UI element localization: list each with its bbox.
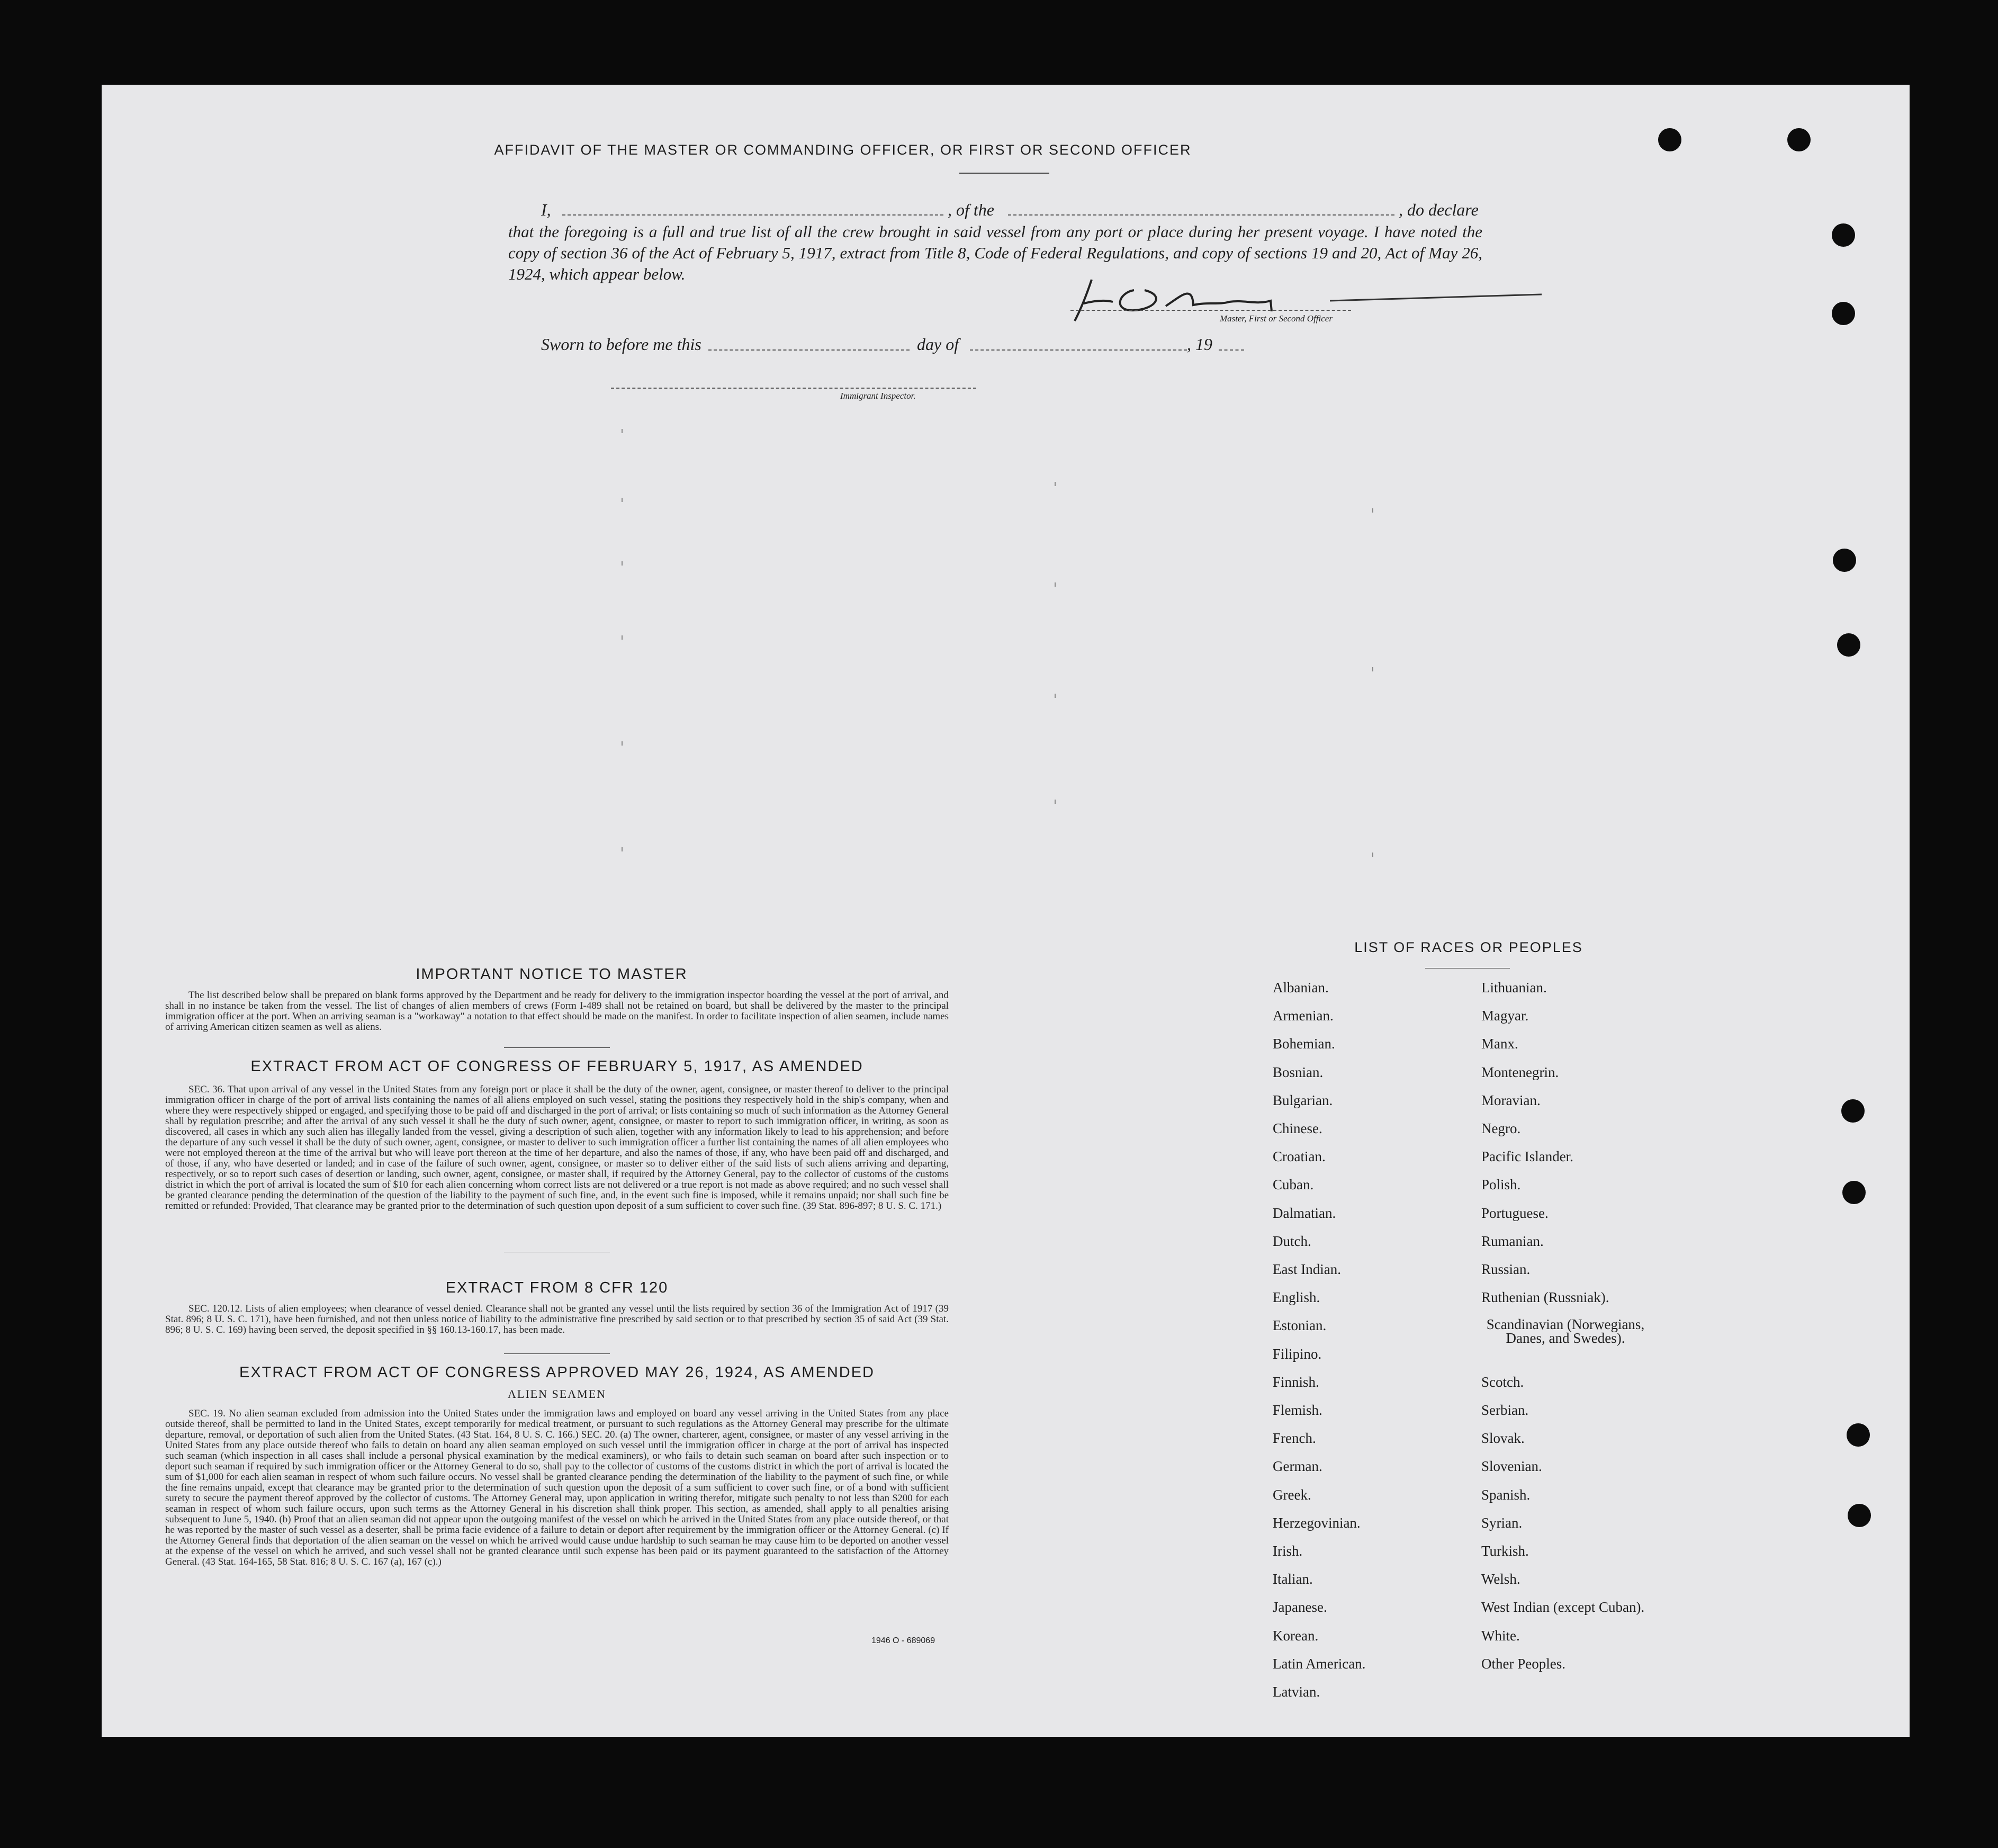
guide-tick <box>622 498 623 502</box>
print-code: 1946 O - 689069 <box>871 1636 935 1645</box>
race-item: Slovenian. <box>1481 1458 1542 1475</box>
race-item: Italian. <box>1273 1571 1313 1587</box>
declarant-label: I, <box>541 200 551 219</box>
guide-tick <box>1372 853 1373 857</box>
race-item: Spanish. <box>1481 1486 1531 1503</box>
punch-hole-icon <box>1842 1181 1866 1204</box>
extract-cfr-text: SEC. 120.12. Lists of alien employees; when clearance of vessel denied. Clearance shall not be granted any vessel until the lists required by section 36 of the Immigration Act of 1917 (39 Stat. 896; 8 U. S. C. 171), have been furnished, and not then unless notice of liability to the administrative fine prescribed by said section or to that prescribed by section 35 of said Act (39 Stat. 896; 8 U. S. C. 169) having been served, the deposit specified in §§ 160.13-160.17, has been made. <box>165 1303 949 1335</box>
race-item: Pacific Islander. <box>1481 1149 1573 1165</box>
guide-tick <box>1055 582 1056 587</box>
vessel-name-field[interactable] <box>1008 214 1394 216</box>
punch-hole-icon <box>1848 1504 1871 1527</box>
race-item: Serbian. <box>1481 1402 1529 1418</box>
extract-1924-title: EXTRACT FROM ACT OF CONGRESS APPROVED MAY 26, 1924, AS AMENDED <box>239 1364 875 1381</box>
race-item: Lithuanian. <box>1481 980 1547 995</box>
guide-tick <box>622 561 623 566</box>
race-item: Cuban. <box>1273 1177 1314 1193</box>
race-item: Irish. <box>1273 1543 1303 1559</box>
race-item: Scandinavian (Norwegians, Danes, and Swedes). <box>1486 1316 1645 1347</box>
guide-tick <box>622 429 623 433</box>
inspector-caption: Immigrant Inspector. <box>840 391 916 401</box>
declarant-name-field[interactable] <box>562 214 943 216</box>
sworn-month-field[interactable] <box>970 349 1187 351</box>
of-the-label: , of the <box>948 200 994 219</box>
master-signature-field[interactable] <box>1070 310 1351 311</box>
race-item: White. <box>1481 1627 1520 1644</box>
race-item: Korean. <box>1273 1627 1319 1644</box>
race-item: Greek. <box>1273 1486 1311 1503</box>
race-item: Latvian. <box>1273 1684 1320 1700</box>
race-item: Japanese. <box>1273 1599 1327 1616</box>
sworn-label: Sworn to before me this <box>541 335 701 354</box>
race-item: Armenian. <box>1273 1008 1334 1024</box>
race-item: East Indian. <box>1273 1261 1341 1277</box>
race-item: Dutch. <box>1273 1233 1311 1249</box>
notice-divider <box>504 1047 610 1048</box>
race-item: Bulgarian. <box>1273 1092 1333 1108</box>
extract-1917-text: SEC. 36. That upon arrival of any vessel in the United States from any foreign port or place it shall be the duty of the owner, agent, consignee, or master thereof to deliver to the principal immigration officer in charge of the port of arrival lists containing the names of all aliens employed on such vessel, stating the positions they respectively hold in the ship's company, when and where they were respectively shipped or engaged, and specifying those to be paid off and discharged in the port of arrival; or lists containing so much of such information as the Attorney General shall by regulation prescribe; and after the arrival of any such vessel it shall be the duty of such owner, agent, consignee, or master to report to such immigration officer, in writing, as soon as discovered, all cases in which any such alien has illegally landed from the vessel, giving a description of such alien, together with any information likely to lead to his apprehension; and before the departure of any such vessel it shall be the duty of such owner, agent, consignee, or master to deliver to such immigration officer a further list containing the names of all alien employees who were not employed thereon at the time of the arrival but who will leave port thereon at the time of her departure, and also the names of those, if any, who have been paid off and discharged, and of those, if any, who have deserted or landed; and in case of the failure of such owner, agent, consignee, or master so to deliver either of the said lists of such aliens arriving and departing, respectively, or so to report such cases of desertion or landing, such owner, agent, consignee, or master shall, if required by the Attorney General, pay to the collector of customs of the customs district in which the port of arrival is located the sum of $10 for each alien concerning whom correct lists are not delivered or a true report is not made as above required; and no such vessel shall be granted clearance pending the determination of the question of the liability to the payment of such fine, and, in the event such fine is imposed, while it remains unpaid; nor shall such fine be remitted or refunded: Provided, That clearance may be granted prior to the determination of such question upon deposit of a sum sufficient to cover such fine. (39 Stat. 896-897; 8 U. S. C. 171.) <box>165 1084 949 1212</box>
race-item: Herzegovinian. <box>1273 1514 1361 1531</box>
declaration-text: that the foregoing is a full and true list of all the crew brought in said vessel from any port or place during her present voyage. I have noted the copy of section 36 of the Act of February 5, 1917, extract from Title 8, Code of Federal Regulations, and copy of sections 19 and 20, Act of May 26, 1924, which appear below. <box>508 222 1482 283</box>
race-item: French. <box>1273 1430 1316 1447</box>
race-item: Syrian. <box>1481 1514 1523 1531</box>
race-item: Bosnian. <box>1273 1064 1324 1080</box>
race-item: Chinese. <box>1273 1120 1322 1136</box>
punch-hole-icon <box>1658 128 1681 151</box>
alien-seamen-subtitle: ALIEN SEAMEN <box>508 1387 606 1401</box>
punch-hole-icon <box>1847 1423 1870 1447</box>
race-item: Dalmatian. <box>1273 1205 1336 1221</box>
race-item: Turkish. <box>1481 1543 1529 1559</box>
race-item: Polish. <box>1481 1177 1521 1193</box>
race-item: Flemish. <box>1273 1402 1322 1418</box>
race-item: Ruthenian (Russniak). <box>1481 1289 1609 1306</box>
year-label: , 19 <box>1187 335 1212 354</box>
sworn-day-field[interactable] <box>708 349 910 351</box>
race-item: Rumanian. <box>1481 1233 1544 1249</box>
guide-tick <box>622 741 623 746</box>
guide-tick <box>1055 482 1056 486</box>
guide-tick <box>1055 800 1056 804</box>
notice-title: IMPORTANT NOTICE TO MASTER <box>416 966 688 983</box>
extract-1917-title: EXTRACT FROM ACT OF CONGRESS OF FEBRUARY 5, 1917, AS AMENDED <box>250 1058 863 1075</box>
punch-hole-icon <box>1787 128 1811 151</box>
race-item: Russian. <box>1481 1261 1531 1277</box>
day-of-label: day of <box>917 335 959 354</box>
title-underline <box>959 173 1049 174</box>
race-item: Montenegrin. <box>1481 1064 1559 1080</box>
race-item: English. <box>1273 1289 1320 1306</box>
form-page <box>102 85 1910 1737</box>
races-title: LIST OF RACES OR PEOPLES <box>1354 939 1583 955</box>
race-item: Scotch. <box>1481 1374 1524 1390</box>
race-item: Albanian. <box>1273 980 1329 995</box>
race-item: Filipino. <box>1273 1345 1322 1362</box>
extract-cfr-divider <box>504 1353 610 1354</box>
race-item: Moravian. <box>1481 1092 1541 1108</box>
sworn-year-field[interactable] <box>1219 349 1244 351</box>
race-item: Finnish. <box>1273 1374 1319 1390</box>
extract-1924-text: SEC. 19. No alien seaman excluded from admission into the United States under the immigration laws and employed on board any vessel arriving in the United States from any place outside thereof, shall be permitted to land in the United States, except temporarily for medical treatment, or pursuant to such regulations as the Attorney General may prescribe for the ultimate departure, removal, or deportation of such alien from the United States. (43 Stat. 164, 8 U. S. C. 166.) SEC. 20. (a) The owner, charterer, agent, consignee, or master of any vessel arriving in the United States from any place outside thereof who fails to detain on board any alien seaman employed on such vessel until the immigration officer in charge at the port of arrival has inspected such seaman (which inspection in all cases shall include a personal physical examination by the medical examiners), or who fails to detain such seaman on board after such inspection or to deport such seaman if required by such immigration officer or the Attorney General to do so, shall pay to the collector of customs of the customs district in which the port of arrival is located the sum of $1,000 for each alien seaman in respect of whom such failure occurs. No vessel shall be granted clearance pending the determination of the liability to the payment of such fine, or while the fine remains unpaid, except that clearance may be granted prior to the determination of such question upon the deposit of a sum sufficient to cover such fine, or of a bond with sufficient surety to secure the payment thereof approved by the collector of customs. The Attorney General may, upon application in writing therefor, mitigate such penalty to not less than $200 for each seaman in respect of whom such failure occurs, upon such terms as the Attorney General in his discretion shall think proper. This section, as amended, shall apply to all penalties arising subsequent to June 5, 1940. (b) Proof that an alien seaman did not appear upon the outgoing manifest of the vessel on which he arrived in the United States from any place outside thereof, or that he was reported by the master of such vessel as a deserter, shall be prima facie evidence of a failure to detain or deport after requirement by the immigration officer or the Attorney General. (c) If the Attorney General finds that deportation of the alien seaman on the vessel on which he arrived would cause undue hardship to such seaman he may cause him to be deported on another vessel at the expense of the vessel on which he arrived, and such vessel shall not be granted clearance until such expense has been paid or its payment guaranteed to the satisfaction of the Attorney General. (43 Stat. 164-165, 58 Stat. 816; 8 U. S. C. 167 (a), 167 (c).) <box>165 1408 949 1567</box>
race-item: Bohemian. <box>1273 1036 1335 1052</box>
do-declare-label: , do declare <box>1399 200 1479 219</box>
affidavit-title: AFFIDAVIT OF THE MASTER OR COMMANDING OFFICER, OR FIRST OR SECOND OFFICER <box>494 142 1192 158</box>
race-item: German. <box>1273 1458 1322 1475</box>
race-item: Welsh. <box>1481 1571 1520 1587</box>
race-item: Negro. <box>1481 1120 1521 1136</box>
race-item: West Indian (except Cuban). <box>1481 1599 1645 1616</box>
guide-tick <box>622 847 623 851</box>
punch-hole-icon <box>1837 633 1860 657</box>
race-item: Other Peoples. <box>1481 1655 1565 1672</box>
race-item: Estonian. <box>1273 1317 1327 1334</box>
race-item: Manx. <box>1481 1036 1518 1052</box>
guide-tick <box>1055 694 1056 698</box>
extract-cfr-title: EXTRACT FROM 8 CFR 120 <box>445 1279 669 1296</box>
guide-tick <box>1372 508 1373 513</box>
race-item: Croatian. <box>1273 1149 1326 1165</box>
guide-tick <box>1372 667 1373 671</box>
punch-hole-icon <box>1833 549 1856 572</box>
race-item: Magyar. <box>1481 1008 1529 1024</box>
punch-hole-icon <box>1832 302 1855 325</box>
race-item: Portuguese. <box>1481 1205 1549 1221</box>
signature-caption: Master, First or Second Officer <box>1220 313 1333 324</box>
notice-text: The list described below shall be prepared on blank forms approved by the Department and be ready for delivery to the immigration inspector boarding the vessel at the port of arrival, and shall in no instance be taken from the vessel. The list of changes of alien members of crews (Form I-489 shall not be retained on board, but shall be delivered by the master to the principal immigration officer at the port. When an arriving seaman is a "workaway" a notation to that effect should be made on the manifest. In order to facilitate inspection of alien seamen, include names of arriving American citizen seamen as well as aliens. <box>165 990 949 1033</box>
punch-hole-icon <box>1832 223 1855 247</box>
punch-hole-icon <box>1841 1099 1865 1123</box>
inspector-signature-field[interactable] <box>611 388 976 389</box>
race-item: Latin American. <box>1273 1655 1366 1672</box>
race-item: Slovak. <box>1481 1430 1525 1447</box>
guide-tick <box>622 635 623 640</box>
